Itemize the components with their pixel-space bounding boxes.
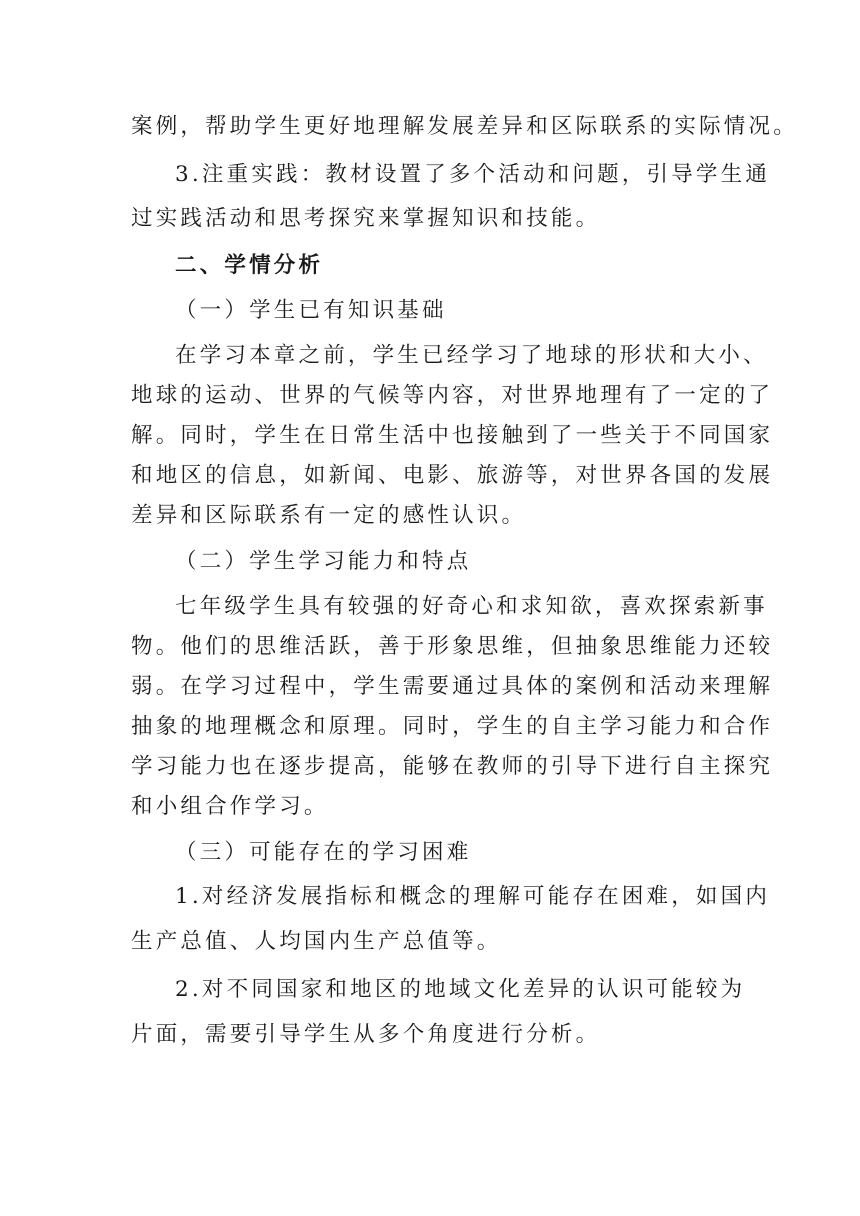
paragraph-line: 和小组合作学习。: [131, 794, 329, 819]
paragraph-line: 七年级学生具有较强的好奇心和求知欲，喜欢探索新事: [175, 594, 768, 619]
paragraph-line: 在学习本章之前，学生已经学习了地球的形状和大小、: [175, 343, 768, 368]
paragraph-line: 学习能力也在逐步提高，能够在教师的引导下进行自主探究: [131, 754, 774, 779]
paragraph-line: 解。同时，学生在日常生活中也接触到了一些关于不同国家: [131, 423, 774, 448]
paragraph-line: 3.注重实践：教材设置了多个活动和问题，引导学生通: [175, 162, 771, 187]
paragraph-line: 案例，帮助学生更好地理解发展差异和区际联系的实际情况。: [131, 114, 798, 139]
paragraph-line: 1.对经济发展指标和概念的理解可能存在困难，如国内: [175, 884, 771, 909]
paragraph-line: 抽象的地理概念和原理。同时，学生的自主学习能力和合作: [131, 714, 774, 739]
subsection-heading: （一）学生已有知识基础: [175, 298, 447, 323]
paragraph-line: 物。他们的思维活跃，善于形象思维，但抽象思维能力还较: [131, 634, 774, 659]
paragraph-line: 地球的运动、世界的气候等内容，对世界地理有了一定的了: [131, 383, 774, 408]
paragraph-line: 弱。在学习过程中，学生需要通过具体的案例和活动来理解: [131, 674, 774, 699]
section-heading: 二、学情分析: [175, 253, 324, 278]
paragraph-line: 差异和区际联系有一定的感性认识。: [131, 503, 527, 528]
paragraph-line: 2.对不同国家和地区的地域文化差异的认识可能较为: [175, 977, 746, 1002]
paragraph-line: 生产总值、人均国内生产总值等。: [131, 929, 502, 954]
paragraph-line: 过实践活动和思考探究来掌握知识和技能。: [131, 206, 601, 231]
paragraph-line: 和地区的信息，如新闻、电影、旅游等，对世界各国的发展: [131, 463, 774, 488]
subsection-heading: （三）可能存在的学习困难: [175, 840, 472, 865]
subsection-heading: （二）学生学习能力和特点: [175, 549, 472, 574]
paragraph-line: 片面，需要引导学生从多个角度进行分析。: [131, 1022, 601, 1047]
